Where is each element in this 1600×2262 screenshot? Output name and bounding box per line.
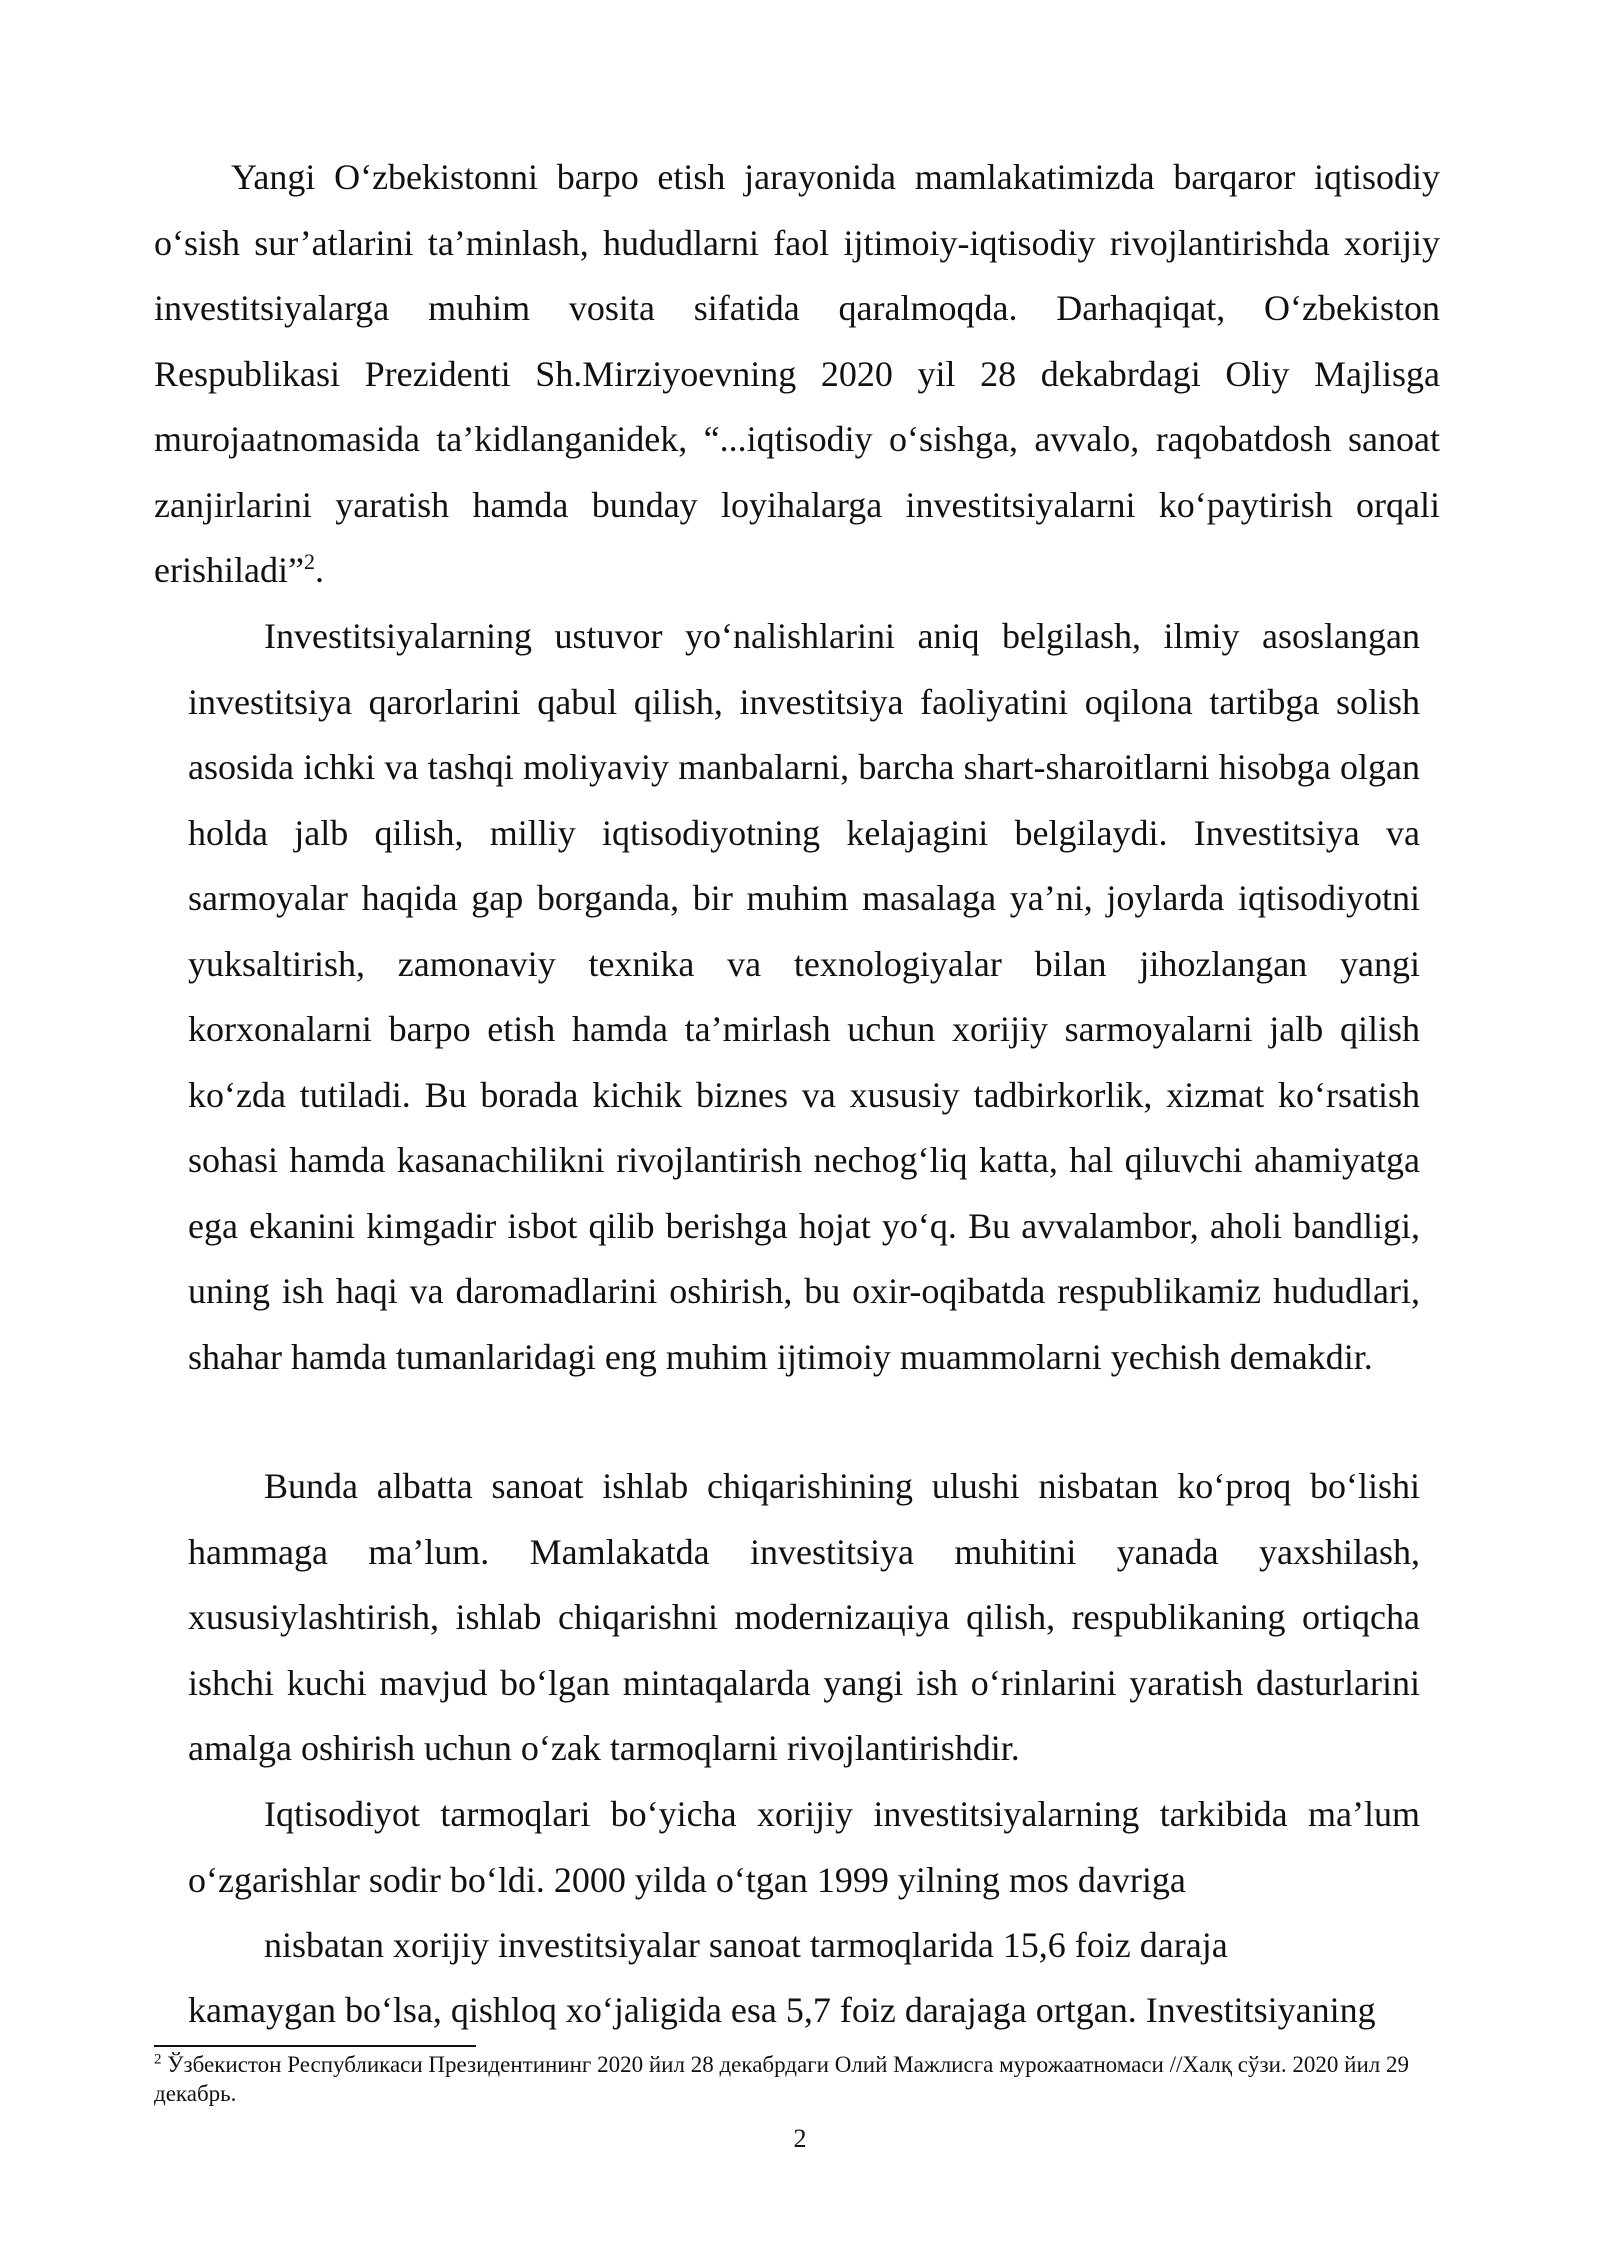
paragraph-5-continuation: kamaygan bo‘lsa, qishloq xo‘jaligida esa 5,7 foiz darajaga ortgan. Investitsiyaning — [188, 1990, 1376, 2030]
paragraph-5: nisbatan xorijiy investitsiyalar sanoat tarmoqlarida 15,6 foiz daraja — [264, 1925, 1228, 1965]
footnote-separator — [154, 2045, 476, 2047]
paragraph-1-text: Yangi O‘zbekistonni barpo etish jarayonida mamlakatimizda barqaror iqtisodiy o‘sish sur’atlarini ta’minlash, hududlarni faol ijtimoiy-iqtisodiy rivojlantirishda xorijiy investitsiyalarga muhim vosita sifatida qaralmoqda. Darhaqiqat, O‘zbekiston Respublikasi Prezidenti Sh.Mirziyoevning 2020 yil 28 dekabrdagi Oliy Majlisga murojaatnomasida ta’kidlanganidek, “...iqtisodiy o‘sishga, avvalo, raqobatdosh sanoat zanjirlarini yaratish hamda bunday loyihalarga investitsiyalarni ko‘paytirish orqali erishiladi” — [154, 157, 1440, 590]
footnote-text: Ўзбекистон Республикаси Президентининг 2020 йил 28 декабрдаги Олий Мажлисга мурожаатномаси //Халқ сўзи. 2020 йил 29 декабрь. — [154, 2052, 1409, 2106]
paragraph-1-end: . — [314, 550, 324, 590]
page-number: 2 — [793, 2124, 807, 2153]
footnote — [154, 2050, 1440, 2108]
paragraph-2: Investitsiyalarning ustuvor yo‘nalishlarini aniq belgilash, ilmiy asoslangan investitsiya qarorlarini qabul qilish, investitsiya faoliyatini oqilona tartibga solish asosida ichki va tashqi moliyaviy manbalarni, barcha shart-sharoitlarni hisobga olgan holda jalb qilish, milliy iqtisodiyotning kelajagini belgilaydi. Investitsiya va sarmoyalar haqida gap borganda, bir muhim masalaga ya’ni, joylarda iqtisodiyotni yuksaltirish, zamonaviy texnika va texnologiyalar bilan jihozlangan yangi korxonalarni barpo etish hamda ta’mirlash uchun xorijiy sarmoyalarni jalb qilish ko‘zda tutiladi. Bu borada kichik biznes va xususiy tadbirkorlik, xizmat ko‘rsatish sohasi hamda kasanachilikni rivojlantirish nechog‘liq katta, hal qiluvchi ahamiyatga ega ekanini kimgadir isbot qilib berishga hojat yo‘q. Bu avvalambor, aholi bandligi, uning ish haqi va daromadlarini oshirish, bu oxir-oqibatda respublikamiz hududlari, shahar hamda tumanlaridagi eng muhim ijtimoiy muammolarni yechish demakdir. — [188, 616, 1420, 1377]
footnote-reference[interactable]: 2 — [303, 549, 315, 574]
paragraph-3: Bunda albatta sanoat ishlab chiqarishining ulushi nisbatan ko‘proq bo‘lishi hammaga ma’lum. Mamlakatda investitsiya muhitini yanada yaxshilash, xususiylashtirish, ishlab chiqarishni modernizaцiya qilish, respublikaning ortiqcha ishchi kuchi mavjud bo‘lgan mintaqalarda yangi ish o‘rinlarini yaratish dasturlarini amalga oshirish uchun o‘zak tarmoqlarni rivojlantirishdir. — [188, 1466, 1420, 1768]
footnote-marker: 2 — [154, 2051, 162, 2068]
paragraph-1 — [154, 145, 1440, 604]
paragraph-4: Iqtisodiyot tarmoqlari bo‘yicha xorijiy investitsiyalarning tarkibida ma’lum o‘zgarishlar sodir bo‘ldi. 2000 yilda o‘tgan 1999 yilning mos davriga — [188, 1794, 1420, 1900]
